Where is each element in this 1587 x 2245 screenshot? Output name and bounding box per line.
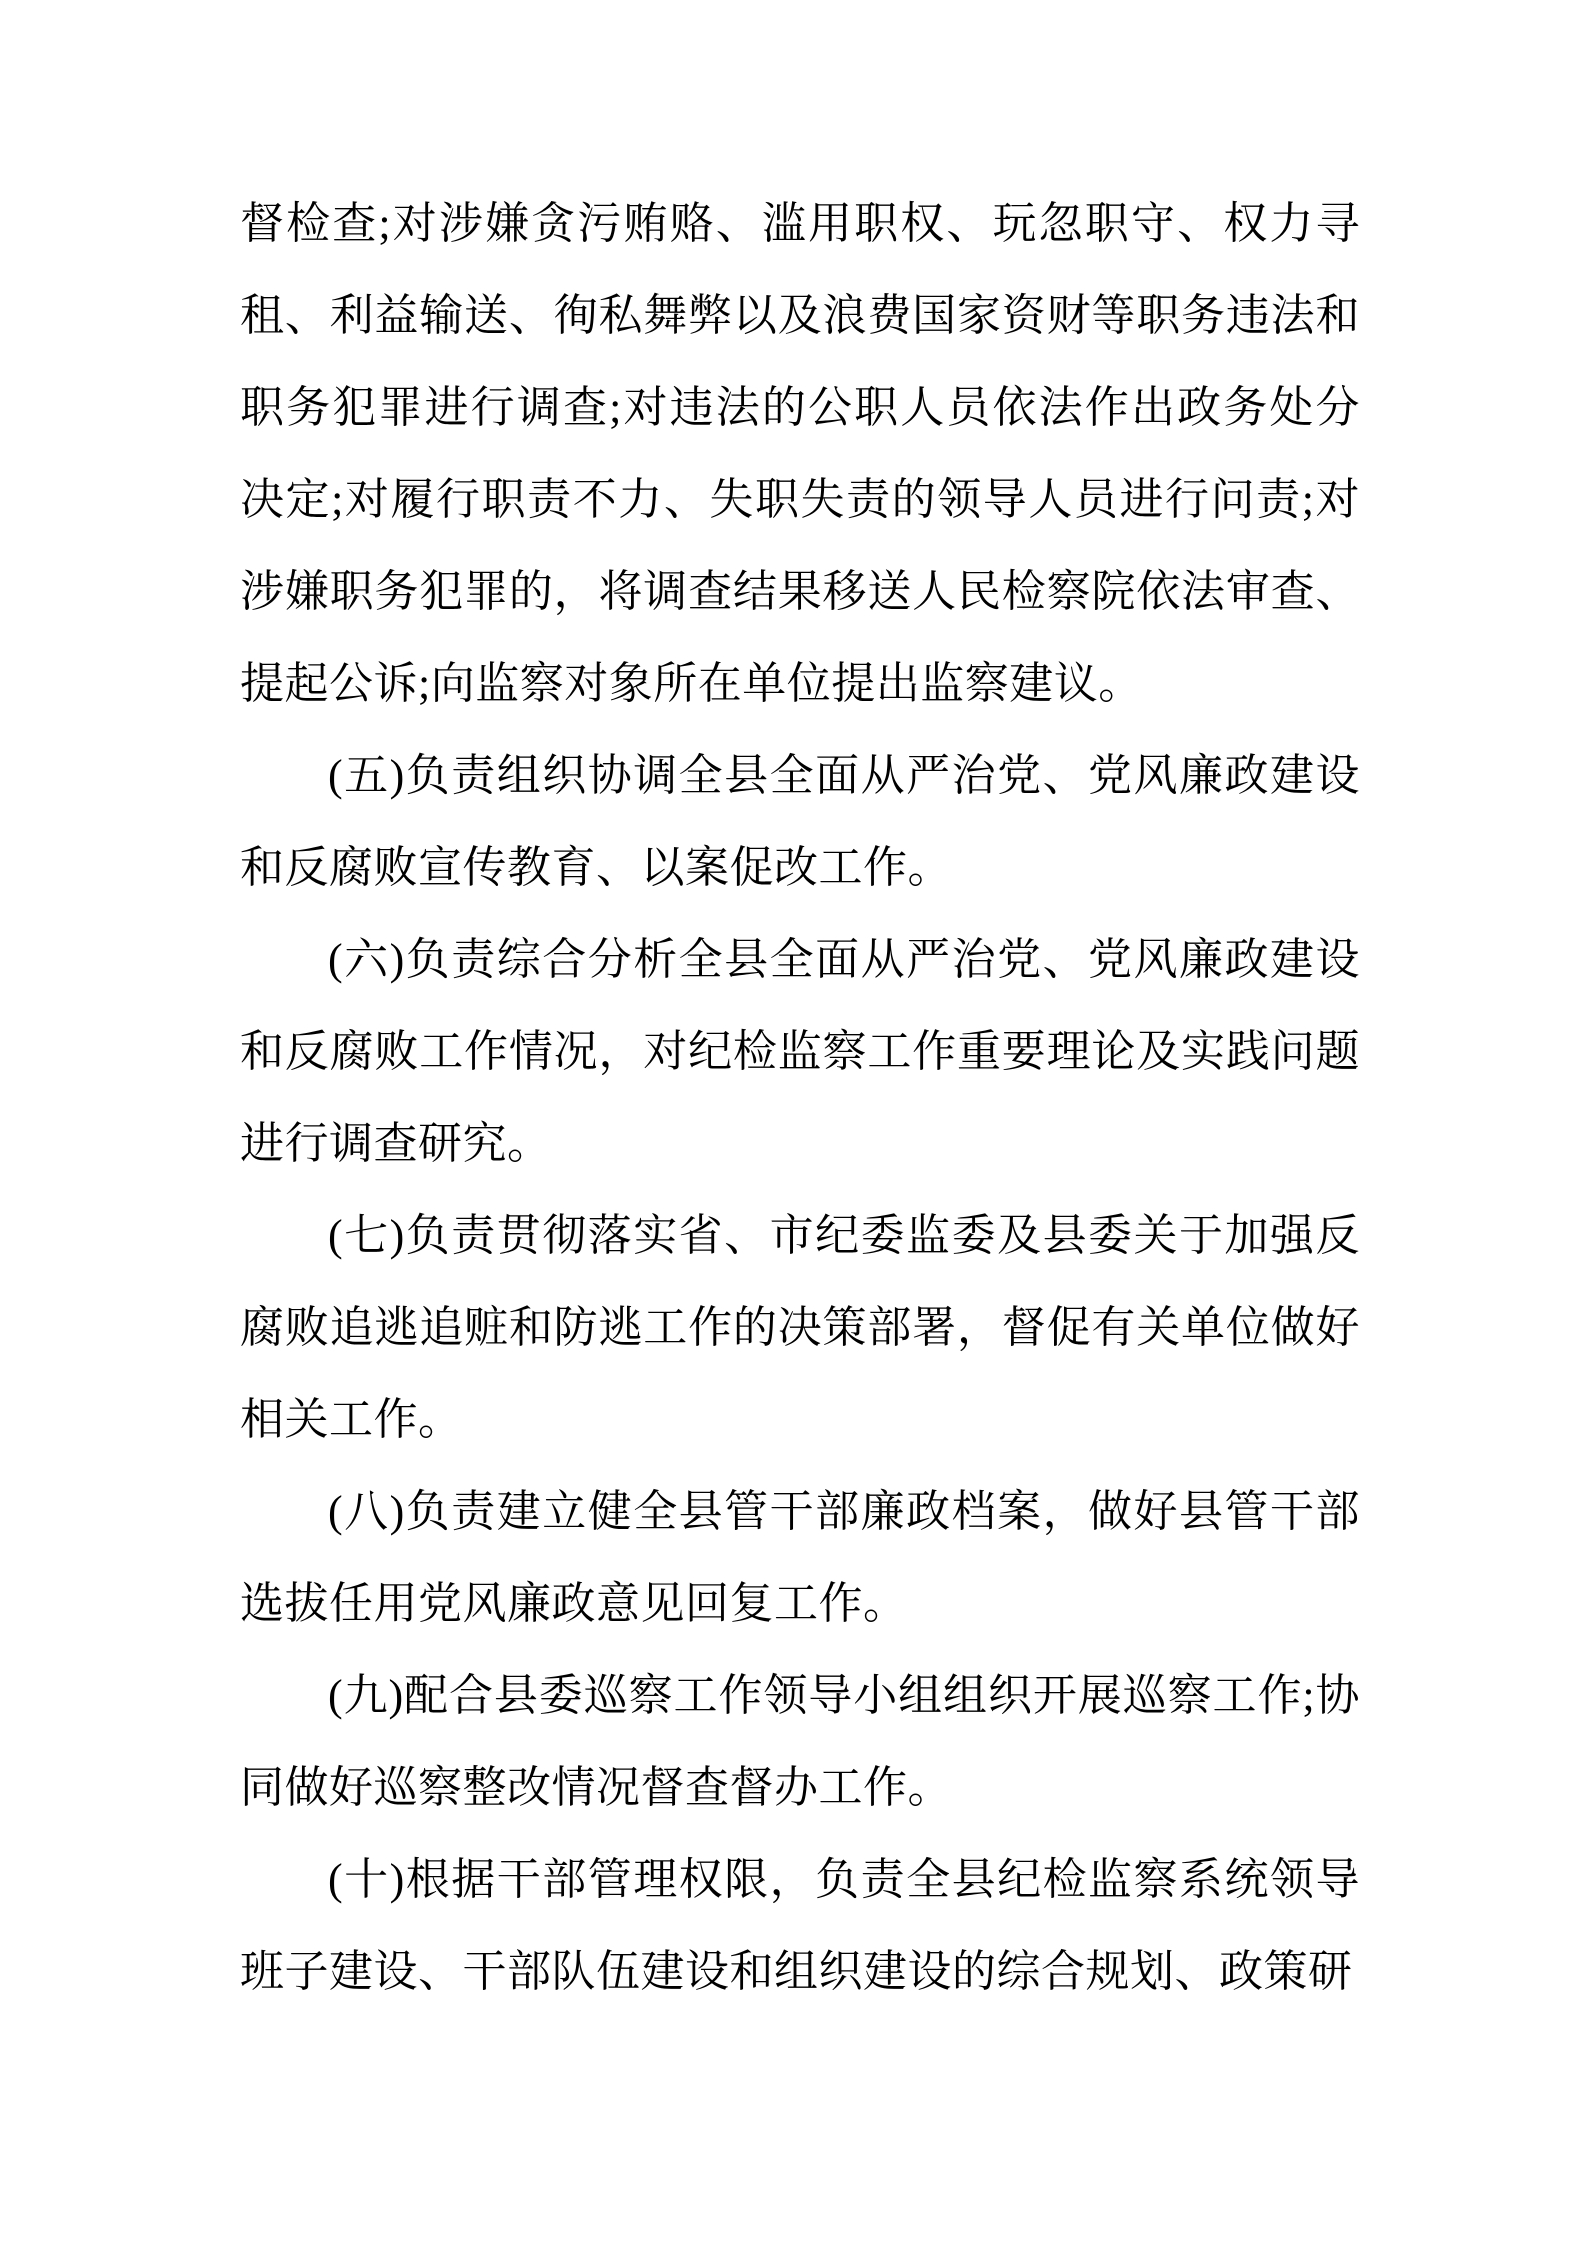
paragraph-item-9: (九)配合县委巡察工作领导小组组织开展巡察工作;协同做好巡察整改情况督查督办工作。 <box>240 1671 1360 1812</box>
paragraph-item-7: (七)负责贯彻落实省、市纪委监委及县委关于加强反腐败追逃追赃和防逃工作的决策部署，督促有关单位做好相关工作。 <box>240 1211 1360 1444</box>
document-text-block <box>240 178 1360 2018</box>
paragraph-continuation: 督检查;对涉嫌贪污贿赂、滥用职权、玩忽职守、权力寻租、利益输送、徇私舞弊以及浪费国家资财等职务违法和职务犯罪进行调查;对违法的公职人员依法作出政务处分决定;对履行职责不力、失职失责的领导人员进行问责;对涉嫌职务犯罪的，将调查结果移送人民检察院依法审查、提起公诉;向监察对象所在单位提出监察建议。 <box>240 199 1360 708</box>
paragraph-item-10: (十)根据干部管理权限，负责全县纪检监察系统领导班子建设、干部队伍建设和组织建设的综合规划、政策研 <box>240 1855 1360 1996</box>
paragraph-item-5: (五)负责组织协调全县全面从严治党、党风廉政建设和反腐败宣传教育、以案促改工作。 <box>240 751 1360 892</box>
paragraph-item-6: (六)负责综合分析全县全面从严治党、党风廉政建设和反腐败工作情况，对纪检监察工作重要理论及实践问题进行调查研究。 <box>240 935 1360 1168</box>
paragraph-item-8: (八)负责建立健全县管干部廉政档案，做好县管干部选拔任用党风廉政意见回复工作。 <box>240 1487 1360 1628</box>
